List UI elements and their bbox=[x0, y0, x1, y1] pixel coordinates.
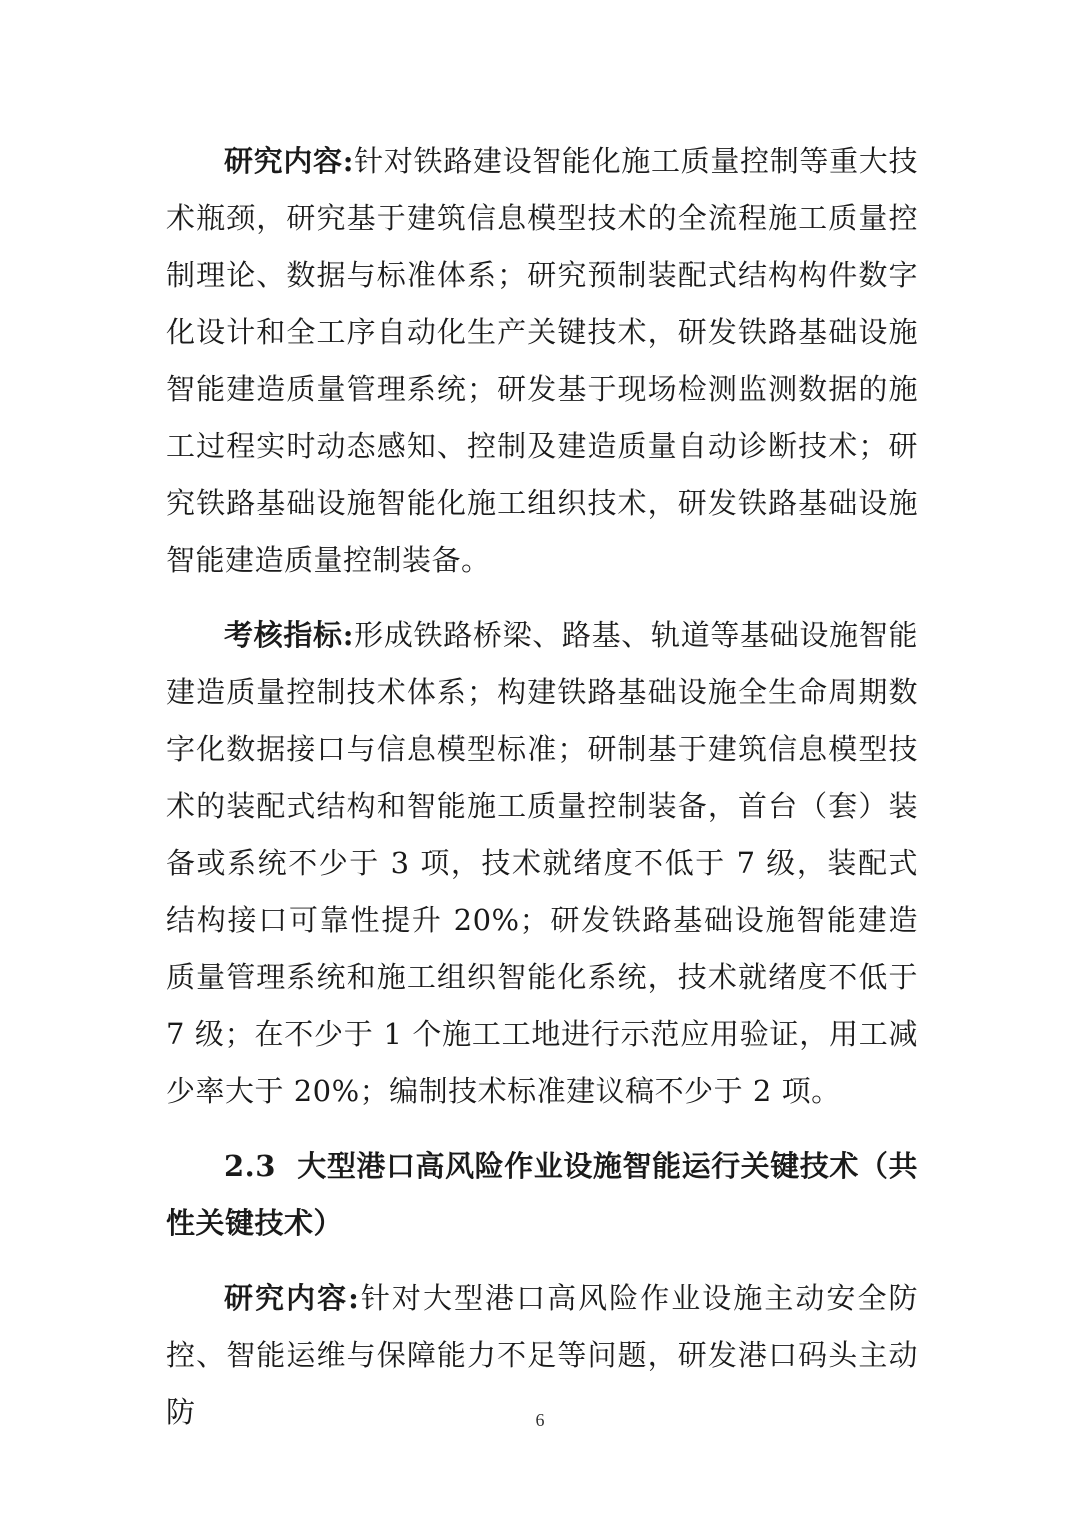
paragraph-text: 形成铁路桥梁、路基、轨道等基础设施智能建造质量控制技术体系；构建铁路基础设施全生命周期数字化数据接口与信息模型标准；研制基于建筑信息模型技术的装配式结构和智能施工质量控制装备，首台（套）装备或系统不少于 3 项，技术就绪度不低于 7 级，装配式结构接口可靠性提升 20%；研发铁路基础设施智能建造质量管理系统和施工组织智能化系统，技术就绪度不低于 7 级；在不少于 1 个施工工地进行示范应用验证，用工减少率大于 20%；编制技术标准建议稿不少于 2 项。 bbox=[166, 618, 918, 1108]
paragraph-gap bbox=[166, 1120, 918, 1138]
paragraph-lead: 研究内容: bbox=[224, 144, 354, 178]
section-title: 大型港口高风险作业设施智能运行关键技术（共性关键技术） bbox=[166, 1149, 918, 1240]
paragraph-gap bbox=[166, 1252, 918, 1270]
paragraph-lead: 研究内容: bbox=[224, 1281, 360, 1315]
paragraph-assessment-indicators bbox=[166, 607, 918, 1120]
paragraph-gap bbox=[166, 589, 918, 607]
paragraph-text: 针对铁路建设智能化施工质量控制等重大技术瓶颈，研究基于建筑信息模型技术的全流程施工质量控制理论、数据与标准体系；研究预制装配式结构构件数字化设计和全工序自动化生产关键技术，研发铁路基础设施智能建造质量管理系统；研发基于现场检测监测数据的施工过程实时动态感知、控制及建造质量自动诊断技术；研究铁路基础设施智能化施工组织技术，研发铁路基础设施智能建造质量控制装备。 bbox=[166, 144, 918, 577]
page-content bbox=[166, 133, 918, 1441]
section-number: 2.3 bbox=[224, 1149, 276, 1183]
section-heading bbox=[166, 1138, 918, 1252]
paragraph-lead: 考核指标: bbox=[224, 618, 354, 652]
paragraph-text: 针对大型港口高风险作业设施主动安全防控、智能运维与保障能力不足等问题，研发港口码头主动防 bbox=[166, 1281, 918, 1429]
paragraph-research-content bbox=[166, 133, 918, 589]
page-number: 6 bbox=[535, 1410, 545, 1430]
